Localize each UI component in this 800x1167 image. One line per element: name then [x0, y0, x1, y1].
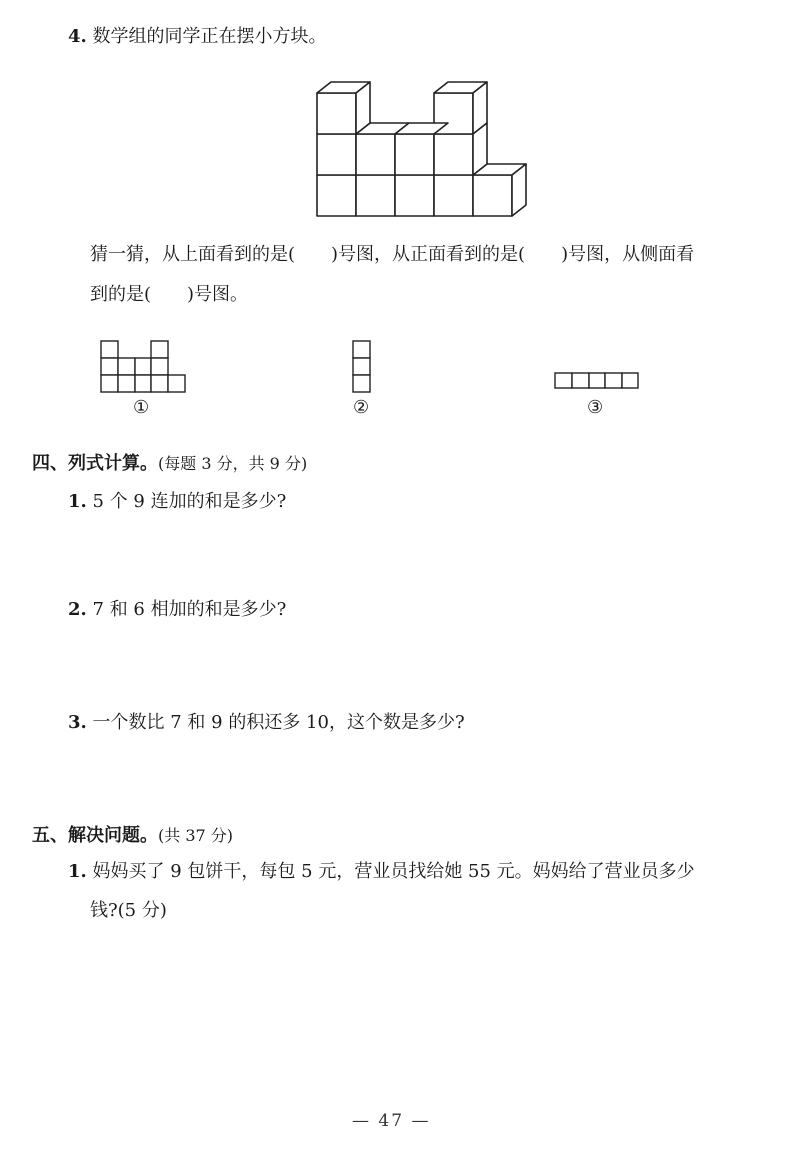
s5-question-1-line2: 钱?(5 分) [90, 900, 167, 921]
q4-number: 4. [68, 26, 87, 47]
section5-title: 五、解决问题。 [32, 825, 158, 846]
page-number: — 47 — [352, 1111, 431, 1131]
section4-title: 四、列式计算。 [32, 453, 158, 474]
section5-heading [32, 821, 233, 847]
q4-guess-line1: 猜一猜，从上面看到的是( )号图，从正面看到的是( )号图，从侧面看 [90, 244, 695, 265]
view-figures [0, 0, 800, 400]
option-label-2: ② [353, 397, 370, 418]
s4-question-2: 2. 7 和 6 相加的和是多少? [68, 599, 287, 620]
s4-question-1: 1. 5 个 9 连加的和是多少? [68, 491, 287, 512]
q4-text: 数学组的同学正在摆小方块。 [92, 26, 327, 47]
section5-note: (共 37 分) [158, 826, 234, 845]
section4-note: (每题 3 分，共 9 分) [158, 454, 308, 473]
s4-question-3: 3. 一个数比 7 和 9 的积还多 10，这个数是多少? [68, 712, 465, 733]
option-label-1: ① [133, 397, 150, 418]
section4-heading [32, 449, 307, 475]
s5-question-1-line1: 1. 妈妈买了 9 包饼干，每包 5 元，营业员找给她 55 元。妈妈给了营业员多少 [68, 861, 695, 882]
option-label-3: ③ [587, 397, 604, 418]
q4-guess-line2: 到的是( )号图。 [90, 284, 249, 305]
